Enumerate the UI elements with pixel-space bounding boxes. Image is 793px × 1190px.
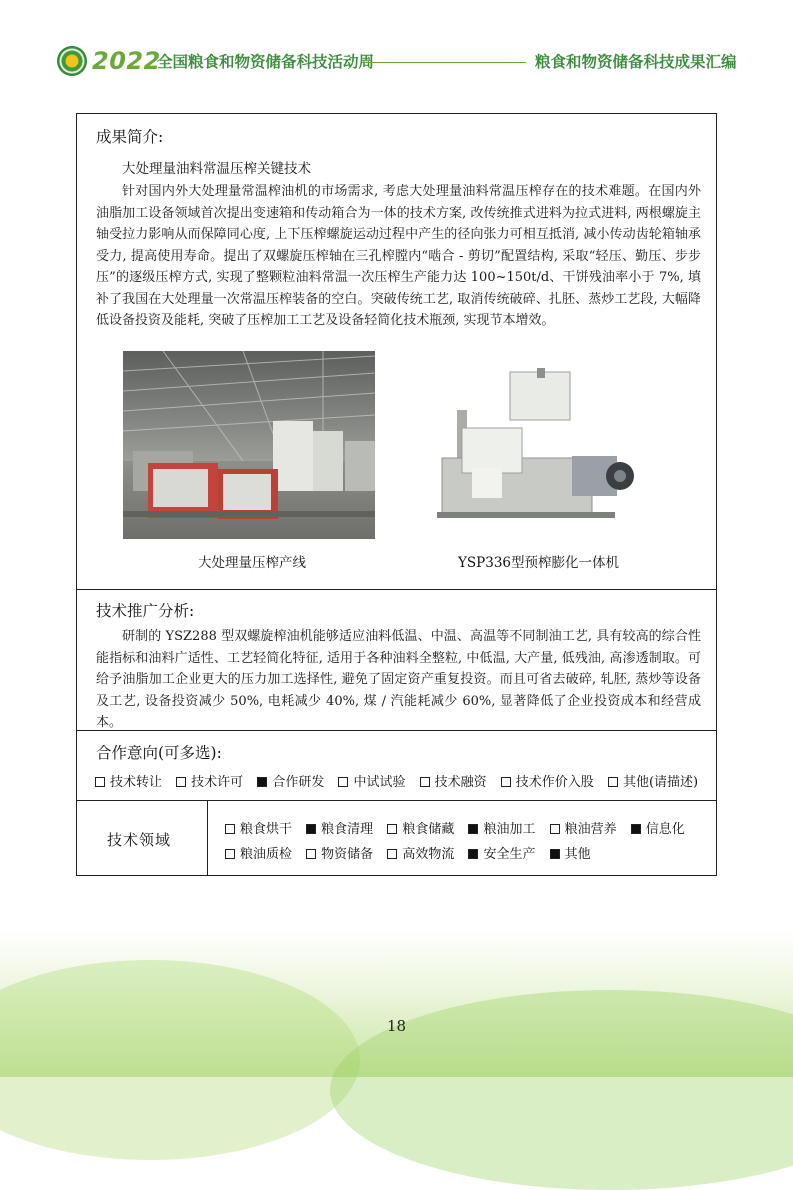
- press-machine-illustration: [432, 368, 638, 528]
- option-tech-equity[interactable]: 技术作价入股: [501, 771, 594, 790]
- production-line-illustration: [123, 351, 375, 539]
- field-informatization[interactable]: 信息化: [631, 818, 685, 837]
- summary-subtitle: 大处理量油料常温压榨关键技术: [122, 161, 311, 177]
- checkbox-icon[interactable]: [225, 824, 235, 834]
- option-pilot-test[interactable]: 中试试验: [338, 771, 405, 790]
- tech-field-row-2: [225, 843, 591, 862]
- machine-photo: [432, 368, 638, 528]
- cooperation-heading: 合作意向(可多选):: [96, 744, 222, 762]
- option-tech-transfer[interactable]: 技术转让: [95, 771, 162, 790]
- checkbox-checked-icon[interactable]: [468, 849, 478, 859]
- section-divider: [76, 730, 717, 731]
- field-quality-inspection[interactable]: 粮油质检: [225, 843, 292, 862]
- section-divider: [76, 589, 717, 590]
- field-other[interactable]: 其他: [550, 843, 591, 862]
- field-grain-oil-nutrition[interactable]: 粮油营养: [550, 818, 617, 837]
- header-event-title: 全国粮食和物资储备科技活动周: [157, 53, 375, 71]
- promotion-paragraph: 研制的 YSZ288 型双螺旋榨油机能够适应油料低温、中温、高温等不同制油工艺, 具有较高的综合性能指标和油料广适性、工艺轻简化特征, 适用于各种油料全整粒, 中低温, 大产量, 低残油, 高渗透制取。可给予油脂加工企业更大的压力加工选择性, 避免了固定资产重复投资。而且可省去破碎, 轧胚, 蒸炒等设备及工艺, 设备投资减少 50%, 电耗减少 40%, 煤 / 汽能耗减少 60%, 显著降低了企业投资成本和经营成本。: [96, 629, 701, 730]
- section-divider: [76, 800, 717, 801]
- caption-machine: YSP336型预榨膨化一体机: [458, 555, 620, 571]
- checkbox-icon[interactable]: [501, 777, 511, 787]
- header-divider: [362, 62, 526, 63]
- checkbox-icon[interactable]: [387, 849, 397, 859]
- summary-heading: 成果简介:: [96, 128, 164, 146]
- checkbox-icon[interactable]: [225, 849, 235, 859]
- field-grain-storage[interactable]: 粮食储藏: [387, 818, 454, 837]
- option-tech-financing[interactable]: 技术融资: [420, 771, 487, 790]
- tech-field-label: 技术领域: [107, 831, 172, 849]
- option-tech-license[interactable]: 技术许可: [176, 771, 243, 790]
- checkbox-icon[interactable]: [306, 849, 316, 859]
- caption-production-line: 大处理量压榨产线: [198, 555, 306, 571]
- checkbox-icon[interactable]: [176, 777, 186, 787]
- field-grain-cleaning[interactable]: 粮食清理: [306, 818, 373, 837]
- promotion-heading: 技术推广分析:: [96, 602, 195, 620]
- checkbox-checked-icon[interactable]: [468, 824, 478, 834]
- option-other[interactable]: 其他(请描述): [608, 771, 698, 790]
- option-joint-rd[interactable]: 合作研发: [257, 771, 324, 790]
- checkbox-icon[interactable]: [550, 824, 560, 834]
- field-column-divider: [207, 800, 208, 876]
- field-safe-production[interactable]: 安全生产: [468, 843, 535, 862]
- cooperation-options: [95, 771, 698, 790]
- summary-paragraph: 针对国内外大处理量常温榨油机的市场需求, 考虑大处理量油料常温压榨存在的技术难题。在国内外油脂加工设备领域首次提出变速箱和传动箱合为一体的技术方案, 改传统推式进料为拉式进料, 两根螺旋主轴受拉力影响从而保障同心度, 上下压榨螺旋运动过程中产生的径向张力可相互抵消, 减小传动齿轮箱轴承受力, 提高使用寿命。提出了双螺旋压榨轴在三孔榨膛内“啮合 - 剪切”配置结构, 采取“轻压、勤压、步步压”的逐级压榨方式, 实现了整颗粒油料常温一次压榨生产能力达 100~150t/d、干饼残油率小于 7%, 填补了我国在大处理量一次常温压榨装备的空白。突破传统工艺, 取消传统破碎、扎胚、蒸炒工艺段, 大幅降低设备投资及能耗, 突破了压榨加工工艺及设备轻简化技术瓶颈, 实现节本增效。: [96, 184, 701, 328]
- checkbox-checked-icon[interactable]: [306, 824, 316, 834]
- logo-icon: [57, 46, 87, 76]
- field-efficient-logistics[interactable]: 高效物流: [387, 843, 454, 862]
- page-number: 18: [386, 1017, 407, 1035]
- checkbox-checked-icon[interactable]: [550, 849, 560, 859]
- header-year: 2022: [92, 47, 161, 75]
- tech-field-row-1: [225, 818, 685, 837]
- checkbox-icon[interactable]: [95, 777, 105, 787]
- page-header: [0, 0, 793, 100]
- checkbox-icon[interactable]: [387, 824, 397, 834]
- checkbox-checked-icon[interactable]: [631, 824, 641, 834]
- field-grain-oil-processing[interactable]: 粮油加工: [468, 818, 535, 837]
- checkbox-icon[interactable]: [338, 777, 348, 787]
- field-material-reserve[interactable]: 物资储备: [306, 843, 373, 862]
- checkbox-checked-icon[interactable]: [257, 777, 267, 787]
- checkbox-icon[interactable]: [420, 777, 430, 787]
- header-collection-title: 粮食和物资储备科技成果汇编: [535, 53, 737, 71]
- field-grain-drying[interactable]: 粮食烘干: [225, 818, 292, 837]
- production-line-photo: [123, 351, 375, 539]
- checkbox-icon[interactable]: [608, 777, 618, 787]
